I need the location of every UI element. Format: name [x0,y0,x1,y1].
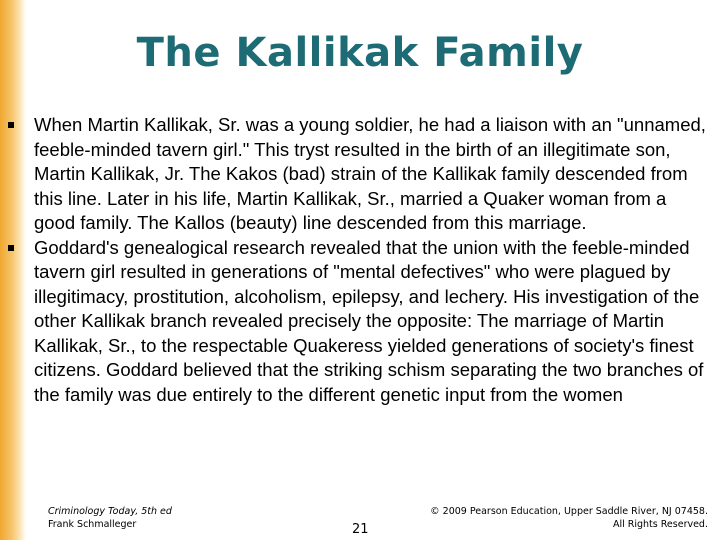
page-number: 21 [352,522,369,537]
square-bullet-icon [8,245,14,251]
square-bullet-icon [8,122,14,128]
footer-author: Frank Schmalleger [48,519,137,530]
bullet-item-2 [8,236,708,408]
copyright-line-2: All Rights Reserved. [612,519,708,530]
copyright-line-1: © 2009 Pearson Education, Upper Saddle River, NJ 07458. [430,506,708,517]
slide-title: The Kallikak Family [136,30,584,76]
bullet-text: Goddard's genealogical research revealed that the union with the feeble-minded tavern girl resulted in generations of "mental defectives" who were plagued by illegitimacy, prostitution, alcoholism, epilepsy, and lechery. His investigation of the other Kallikak branch revealed precisely the opposite: The marriage of Martin Kallikak, Sr., to the respectable Quakeress yielded generations of society's finest citizens. Goddard believed that the striking schism separating the two branches of the family was due entirely to the different genetic input from the women [34,236,704,405]
footer-copyright [430,505,708,531]
footer-book-title: Criminology Today, 5th ed [48,506,172,517]
footer-source [48,505,172,531]
bullet-text: When Martin Kallikak, Sr. was a young soldier, he had a liaison with an "unnamed, feeble-minded tavern girl." This tryst resulted in the birth of an illegitimate son, Martin Kallikak, Jr. The Kakos (bad) strain of the Kallikak family descended from this line. Later in his life, Martin Kallikak, Sr., married a Quaker woman from a good family. The Kallos (beauty) line descended from this marriage. [34,114,706,233]
bullet-item-1 [8,113,708,236]
bullet-list [8,113,708,407]
